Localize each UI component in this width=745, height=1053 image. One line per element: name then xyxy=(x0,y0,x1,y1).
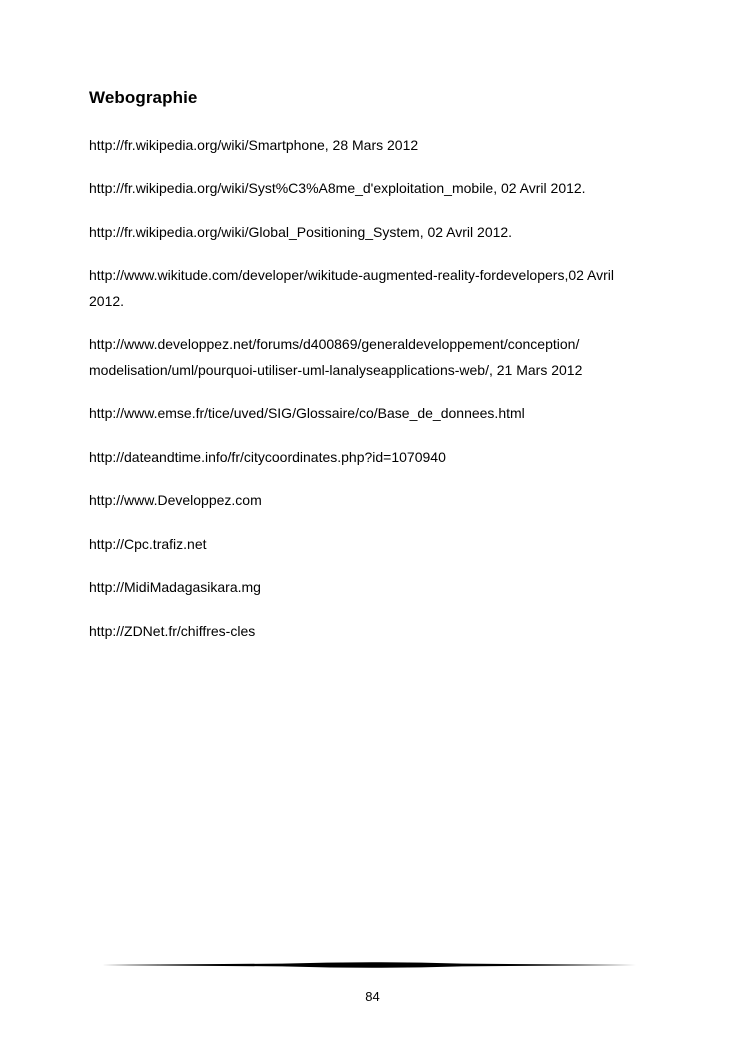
reference-line: 2012. xyxy=(89,293,125,309)
reference-item xyxy=(89,574,261,600)
reference-line: http://www.developpez.net/forums/d400869/generaldeveloppement/conception/ xyxy=(89,336,580,352)
reference-item xyxy=(89,400,525,426)
page-number: 84 xyxy=(365,989,380,1004)
reference-line: http://www.Developpez.com xyxy=(89,492,262,508)
reference-line: http://ZDNet.fr/chiffres-cles xyxy=(89,623,256,639)
reference-line: http://dateandtime.info/fr/citycoordinates.php?id=1070940 xyxy=(89,449,446,465)
page-title: Webographie xyxy=(89,88,198,107)
footer-divider-ornament xyxy=(102,959,642,971)
reference-line: http://fr.wikipedia.org/wiki/Smartphone, 28 Mars 2012 xyxy=(89,137,419,153)
reference-item xyxy=(89,262,614,314)
reference-item xyxy=(89,331,582,383)
reference-line: http://www.emse.fr/tice/uved/SIG/Glossaire/co/Base_de_donnees.html xyxy=(89,405,525,421)
reference-line: http://fr.wikipedia.org/wiki/Global_Positioning_System, 02 Avril 2012. xyxy=(89,224,513,240)
reference-item xyxy=(89,618,255,644)
reference-item xyxy=(89,444,446,470)
reference-line: http://MidiMadagasikara.mg xyxy=(89,579,261,595)
reference-item xyxy=(89,531,207,557)
reference-item xyxy=(89,487,262,513)
reference-item xyxy=(89,219,512,245)
reference-line: modelisation/uml/pourquoi-utiliser-uml-lanalyseapplications-web/, 21 Mars 2012 xyxy=(89,362,583,378)
reference-line: http://fr.wikipedia.org/wiki/Syst%C3%A8me_d'exploitation_mobile, 02 Avril 2012. xyxy=(89,180,586,196)
reference-item xyxy=(89,175,586,201)
reference-item xyxy=(89,132,418,158)
reference-line: http://www.wikitude.com/developer/wikitude-augmented-reality-fordevelopers,02 Avril xyxy=(89,267,614,283)
reference-line: http://Cpc.trafiz.net xyxy=(89,536,207,552)
